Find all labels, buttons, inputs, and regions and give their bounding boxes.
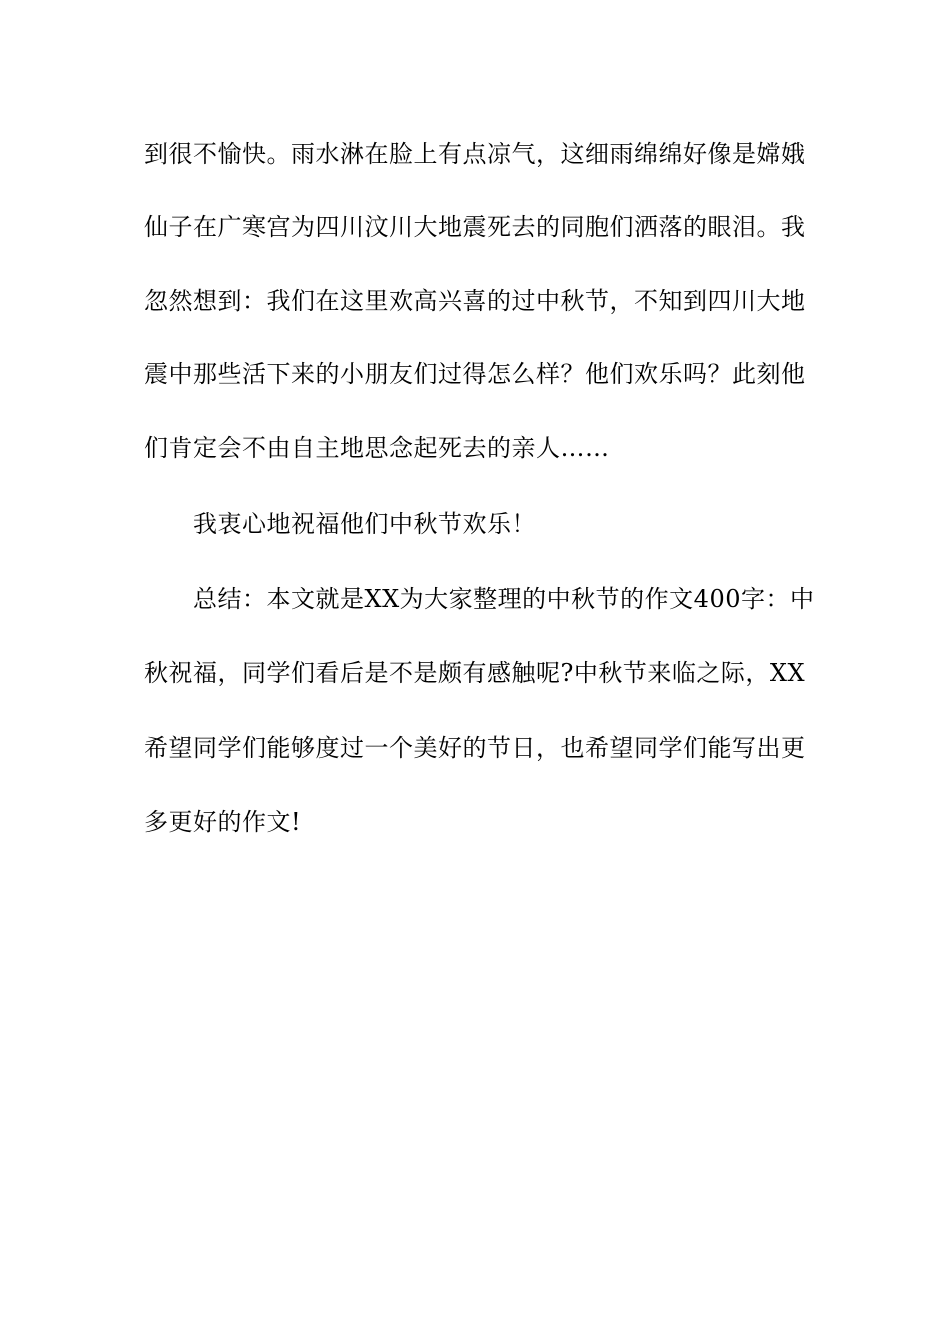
text-line: 仙子在广寒宫为四川汶川大地震死去的同胞们洒落的眼泪。我 <box>144 213 806 241</box>
text-line: 们肯定会不由自主地思念起死去的亲人…… <box>144 434 610 462</box>
text-line: 秋祝福，同学们看后是不是颇有感触呢?中秋节来临之际，XX <box>144 659 806 687</box>
text-line: 忽然想到：我们在这里欢高兴喜的过中秋节，不知到四川大地 <box>144 287 806 315</box>
text-line: 希望同学们能够度过一个美好的节日，也希望同学们能写出更 <box>144 734 806 762</box>
text-line: 我衷心地祝福他们中秋节欢乐！ <box>193 510 536 538</box>
text-line: 多更好的作文! <box>144 808 302 836</box>
text-line: 总结：本文就是XX为大家整理的中秋节的作文400字：中 <box>193 585 815 613</box>
text-line: 震中那些活下来的小朋友们过得怎么样？他们欢乐吗？此刻他 <box>144 360 806 388</box>
text-line: 到很不愉快。雨水淋在脸上有点凉气，这细雨绵绵好像是嫦娥 <box>144 140 806 168</box>
